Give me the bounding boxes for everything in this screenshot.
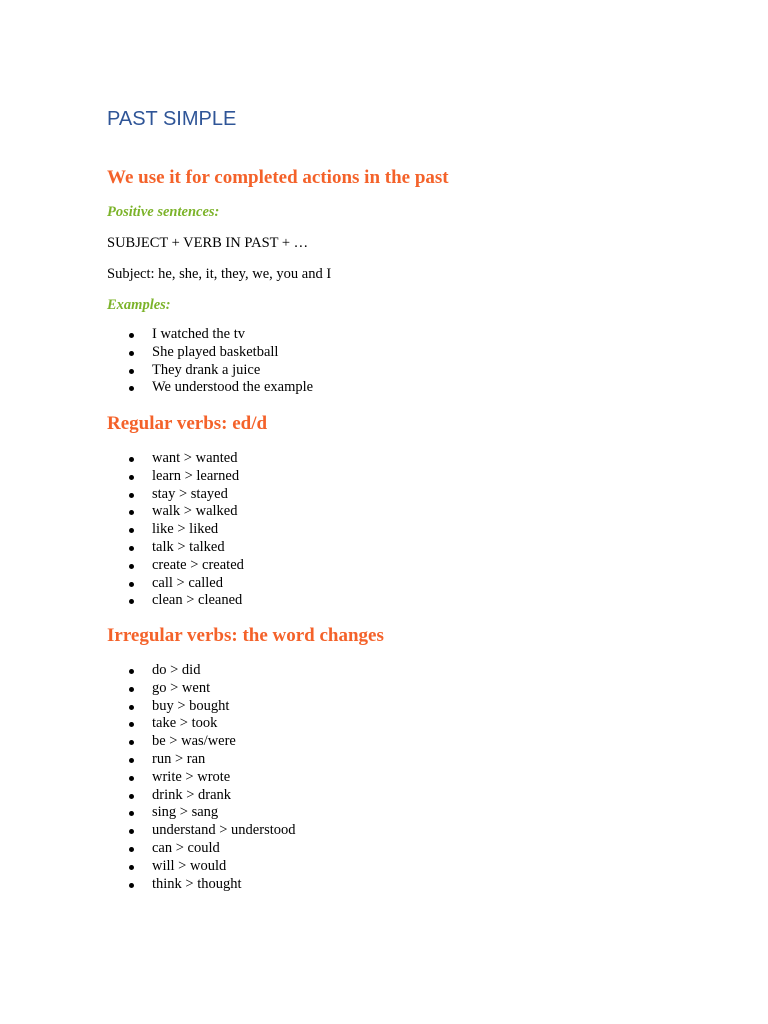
list-item-text: go > went xyxy=(152,679,211,696)
list-item xyxy=(0,575,244,593)
list-item-text: be > was/were xyxy=(152,733,236,750)
bullet-icon xyxy=(129,386,134,391)
list-item xyxy=(0,592,244,610)
bullet-icon xyxy=(129,776,134,781)
bullet-icon xyxy=(129,705,134,710)
bullet-icon xyxy=(129,564,134,569)
bullet-icon xyxy=(129,669,134,674)
bullet-icon xyxy=(129,687,134,692)
list-item xyxy=(0,450,244,468)
list-item-text: want > wanted xyxy=(152,450,238,466)
list-item-text: She played basketball xyxy=(152,343,279,360)
list-item xyxy=(0,733,296,751)
list-item xyxy=(0,751,296,769)
bullet-icon xyxy=(129,369,134,374)
bullet-icon xyxy=(129,457,134,462)
list-item xyxy=(0,769,296,787)
bullet-icon xyxy=(129,599,134,604)
list-item-text: learn > learned xyxy=(152,467,240,484)
list-item xyxy=(0,698,296,716)
list-item-text: write > wrote xyxy=(152,768,231,785)
bullet-icon xyxy=(129,847,134,852)
formula-text: SUBJECT + VERB IN PAST + … xyxy=(107,235,309,251)
list-item-text: can > could xyxy=(152,839,220,856)
list-item xyxy=(0,557,244,575)
intro-heading: We use it for completed actions in the past xyxy=(107,167,449,188)
list-item xyxy=(0,362,313,380)
bullet-icon xyxy=(129,722,134,727)
bullet-icon xyxy=(129,740,134,745)
list-item-text: I watched the tv xyxy=(152,326,246,342)
positive-sentences-label: Positive sentences: xyxy=(107,204,220,220)
bullet-icon xyxy=(129,794,134,799)
subjects-text: Subject: he, she, it, they, we, you and I xyxy=(107,266,332,282)
list-item-text: like > liked xyxy=(152,521,219,538)
examples-label: Examples: xyxy=(107,297,171,313)
list-item xyxy=(0,787,296,805)
list-item xyxy=(0,858,296,876)
list-item-text: take > took xyxy=(152,715,218,732)
list-item-text: understand > understood xyxy=(152,822,296,839)
list-item xyxy=(0,804,296,822)
bullet-icon xyxy=(129,493,134,498)
bullet-icon xyxy=(129,475,134,480)
list-item xyxy=(0,486,244,504)
bullet-icon xyxy=(129,333,134,338)
list-item-text: buy > bought xyxy=(152,697,230,714)
bullet-icon xyxy=(129,582,134,587)
list-item-text: will > would xyxy=(152,857,227,874)
list-item xyxy=(0,379,313,397)
list-item xyxy=(0,539,244,557)
list-item xyxy=(0,876,296,894)
list-item-text: They drank a juice xyxy=(152,361,261,378)
list-item xyxy=(0,503,244,521)
bullet-icon xyxy=(129,351,134,356)
list-item xyxy=(0,468,244,486)
list-item-text: talk > talked xyxy=(152,538,225,555)
list-item xyxy=(0,662,296,680)
list-item-text: sing > sang xyxy=(152,804,219,821)
bullet-icon xyxy=(129,829,134,834)
regular-verbs-heading: Regular verbs: ed/d xyxy=(107,413,268,434)
regular-verbs-list xyxy=(0,450,244,610)
list-item xyxy=(0,822,296,840)
list-item xyxy=(0,840,296,858)
list-item-text: drink > drank xyxy=(152,786,232,803)
list-item xyxy=(0,326,313,344)
bullet-icon xyxy=(129,510,134,515)
irregular-verbs-list xyxy=(0,662,296,893)
list-item-text: think > thought xyxy=(152,875,242,892)
list-item-text: clean > cleaned xyxy=(152,592,243,609)
list-item-text: walk > walked xyxy=(152,503,238,520)
list-item-text: create > created xyxy=(152,556,244,573)
page-title: PAST SIMPLE xyxy=(107,108,237,130)
list-item-text: stay > stayed xyxy=(152,485,228,502)
bullet-icon xyxy=(129,883,134,888)
examples-list xyxy=(0,326,313,397)
list-item xyxy=(0,680,296,698)
list-item-text: call > called xyxy=(152,574,223,591)
list-item-text: We understood the example xyxy=(152,379,314,396)
irregular-verbs-heading: Irregular verbs: the word changes xyxy=(107,625,384,646)
bullet-icon xyxy=(129,865,134,870)
list-item xyxy=(0,715,296,733)
list-item xyxy=(0,344,313,362)
bullet-icon xyxy=(129,546,134,551)
list-item xyxy=(0,521,244,539)
list-item-text: run > ran xyxy=(152,750,206,767)
bullet-icon xyxy=(129,811,134,816)
list-item-text: do > did xyxy=(152,662,201,678)
bullet-icon xyxy=(129,758,134,763)
bullet-icon xyxy=(129,528,134,533)
